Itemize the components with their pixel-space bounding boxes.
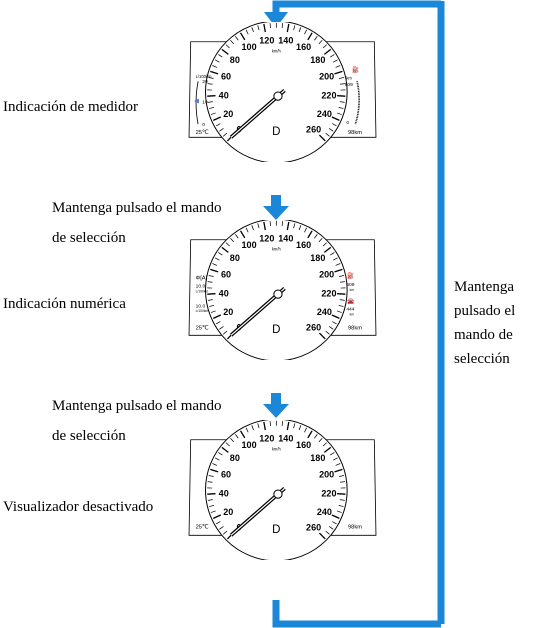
speed-tick-label: 240 bbox=[316, 306, 332, 317]
car-icon: 🚘 bbox=[347, 299, 355, 306]
outside-temperature: 25℃ bbox=[195, 130, 209, 136]
speed-tick-label: 260 bbox=[306, 124, 322, 135]
speed-tick-label: 240 bbox=[316, 506, 332, 517]
meter-display-label: Indicación de medidor bbox=[3, 99, 138, 115]
speed-tick-label: 40 bbox=[218, 288, 229, 299]
range-value: 509 bbox=[344, 83, 353, 89]
needle-hub bbox=[274, 92, 282, 100]
down-arrow-1-head bbox=[263, 206, 289, 220]
speed-tick-label: 240 bbox=[316, 108, 332, 119]
speed-tick-label: 180 bbox=[310, 252, 326, 263]
range-value-2: 444 bbox=[346, 307, 355, 313]
speed-tick-label: 200 bbox=[319, 469, 335, 480]
fuel-pump-icon: ⛽ bbox=[352, 67, 360, 74]
speed-tick-label: 140 bbox=[278, 233, 294, 244]
step2-instruction-line1: Mantenga pulsado el mando bbox=[52, 398, 222, 414]
side-instruction-line4: selección bbox=[454, 351, 510, 367]
fuel-pump-icon: ⛽ bbox=[347, 273, 355, 280]
econ-header: Φ[A] bbox=[195, 275, 208, 282]
speed-tick-label: 140 bbox=[278, 35, 294, 46]
speed-unit: km/h bbox=[271, 246, 281, 252]
side-instruction bbox=[454, 275, 549, 371]
speed-tick-label: 180 bbox=[310, 452, 326, 463]
econ-unit-2: L/100km bbox=[195, 309, 209, 314]
outside-temperature: 25℃ bbox=[195, 524, 209, 531]
gear-indicator: D bbox=[272, 125, 281, 138]
speed-tick-label: 220 bbox=[321, 288, 337, 299]
speed-tick-label: 100 bbox=[241, 240, 257, 251]
speed-tick-label: 80 bbox=[229, 252, 240, 263]
speed-tick-label: 180 bbox=[310, 54, 326, 65]
fuel-economy-top: 20 bbox=[202, 79, 208, 85]
speed-tick-label: 60 bbox=[220, 469, 232, 480]
speed-tick-label: 160 bbox=[296, 440, 312, 451]
econ-value-2: 10.0 bbox=[195, 304, 206, 310]
range-unit: km bbox=[346, 75, 352, 81]
range-bottom: 0 bbox=[346, 121, 350, 127]
side-instruction-line2: pulsado el bbox=[454, 303, 516, 319]
speed-tick-label: 220 bbox=[321, 488, 337, 499]
numeric-display-label: Indicación numérica bbox=[3, 296, 126, 312]
speed-tick-label: 20 bbox=[223, 108, 234, 119]
down-arrow-2-head bbox=[263, 404, 289, 418]
speed-tick-label: 80 bbox=[229, 452, 240, 463]
speed-tick-label: 160 bbox=[296, 240, 312, 251]
speed-tick-label: 40 bbox=[218, 90, 229, 101]
range-unit-1: km bbox=[349, 287, 354, 292]
odometer: 98km bbox=[347, 130, 363, 136]
side-instruction-line1: Mantenga bbox=[454, 279, 514, 295]
loop-top-line bbox=[276, 4, 441, 22]
speedometer bbox=[206, 220, 348, 360]
outside-temperature: 25℃ bbox=[195, 325, 209, 332]
speed-tick-label: 100 bbox=[241, 440, 257, 451]
gear-indicator: D bbox=[272, 523, 281, 536]
odometer: 98km bbox=[347, 325, 363, 332]
down-arrow-2-shaft bbox=[271, 393, 281, 405]
odometer: 98km bbox=[347, 524, 363, 531]
speed-tick-label: 120 bbox=[259, 233, 275, 244]
speed-tick-label: 60 bbox=[220, 71, 232, 82]
range-value-1: 509 bbox=[346, 282, 355, 288]
speed-tick-label: 20 bbox=[223, 506, 234, 517]
speed-tick-label: 80 bbox=[229, 54, 240, 65]
econ-unit-1: L/100km bbox=[195, 289, 209, 294]
loop-bottom-line bbox=[276, 600, 441, 624]
needle-hub bbox=[274, 490, 282, 498]
speed-unit: km/h bbox=[271, 48, 281, 54]
needle-hub bbox=[274, 290, 282, 298]
cluster-panel-numeric bbox=[165, 220, 400, 360]
speed-tick-label: 140 bbox=[278, 433, 294, 444]
speedometer bbox=[206, 22, 348, 162]
range-unit-2: km bbox=[349, 312, 354, 317]
step1-instruction-line1: Mantenga pulsado el mando bbox=[52, 200, 222, 216]
speed-tick-label: 200 bbox=[319, 269, 335, 280]
down-arrow-1-shaft bbox=[271, 195, 281, 207]
fuel-economy-unit: L/100km bbox=[195, 74, 212, 79]
speedometer bbox=[206, 420, 348, 560]
gear-indicator: D bbox=[272, 323, 281, 336]
speed-tick-label: 220 bbox=[321, 90, 337, 101]
cluster-panel-off bbox=[165, 420, 400, 560]
step2-instruction-line2: de selección bbox=[52, 428, 126, 444]
step1-instruction-line2: de selección bbox=[52, 230, 126, 246]
speed-tick-label: 260 bbox=[306, 322, 322, 333]
display-off-label: Visualizador desactivado bbox=[3, 499, 154, 515]
cluster-panel-meter bbox=[165, 22, 400, 162]
speed-tick-label: 160 bbox=[296, 42, 312, 53]
speed-tick-label: 100 bbox=[241, 42, 257, 53]
speed-tick-label: 260 bbox=[306, 522, 322, 533]
speed-tick-label: 120 bbox=[259, 433, 275, 444]
speed-unit: km/h bbox=[271, 446, 281, 452]
speed-tick-label: 200 bbox=[319, 71, 335, 82]
fuel-economy-bottom: 0 bbox=[202, 122, 205, 128]
speed-tick-label: 60 bbox=[220, 269, 232, 280]
speed-tick-label: 20 bbox=[223, 306, 234, 317]
fuel-economy-mid: 10 bbox=[202, 100, 208, 106]
econ-value-1: 10.0 bbox=[195, 284, 206, 290]
side-instruction-line3: mando de bbox=[454, 327, 513, 343]
speed-tick-label: 120 bbox=[259, 35, 275, 46]
speed-tick-label: 40 bbox=[218, 488, 229, 499]
